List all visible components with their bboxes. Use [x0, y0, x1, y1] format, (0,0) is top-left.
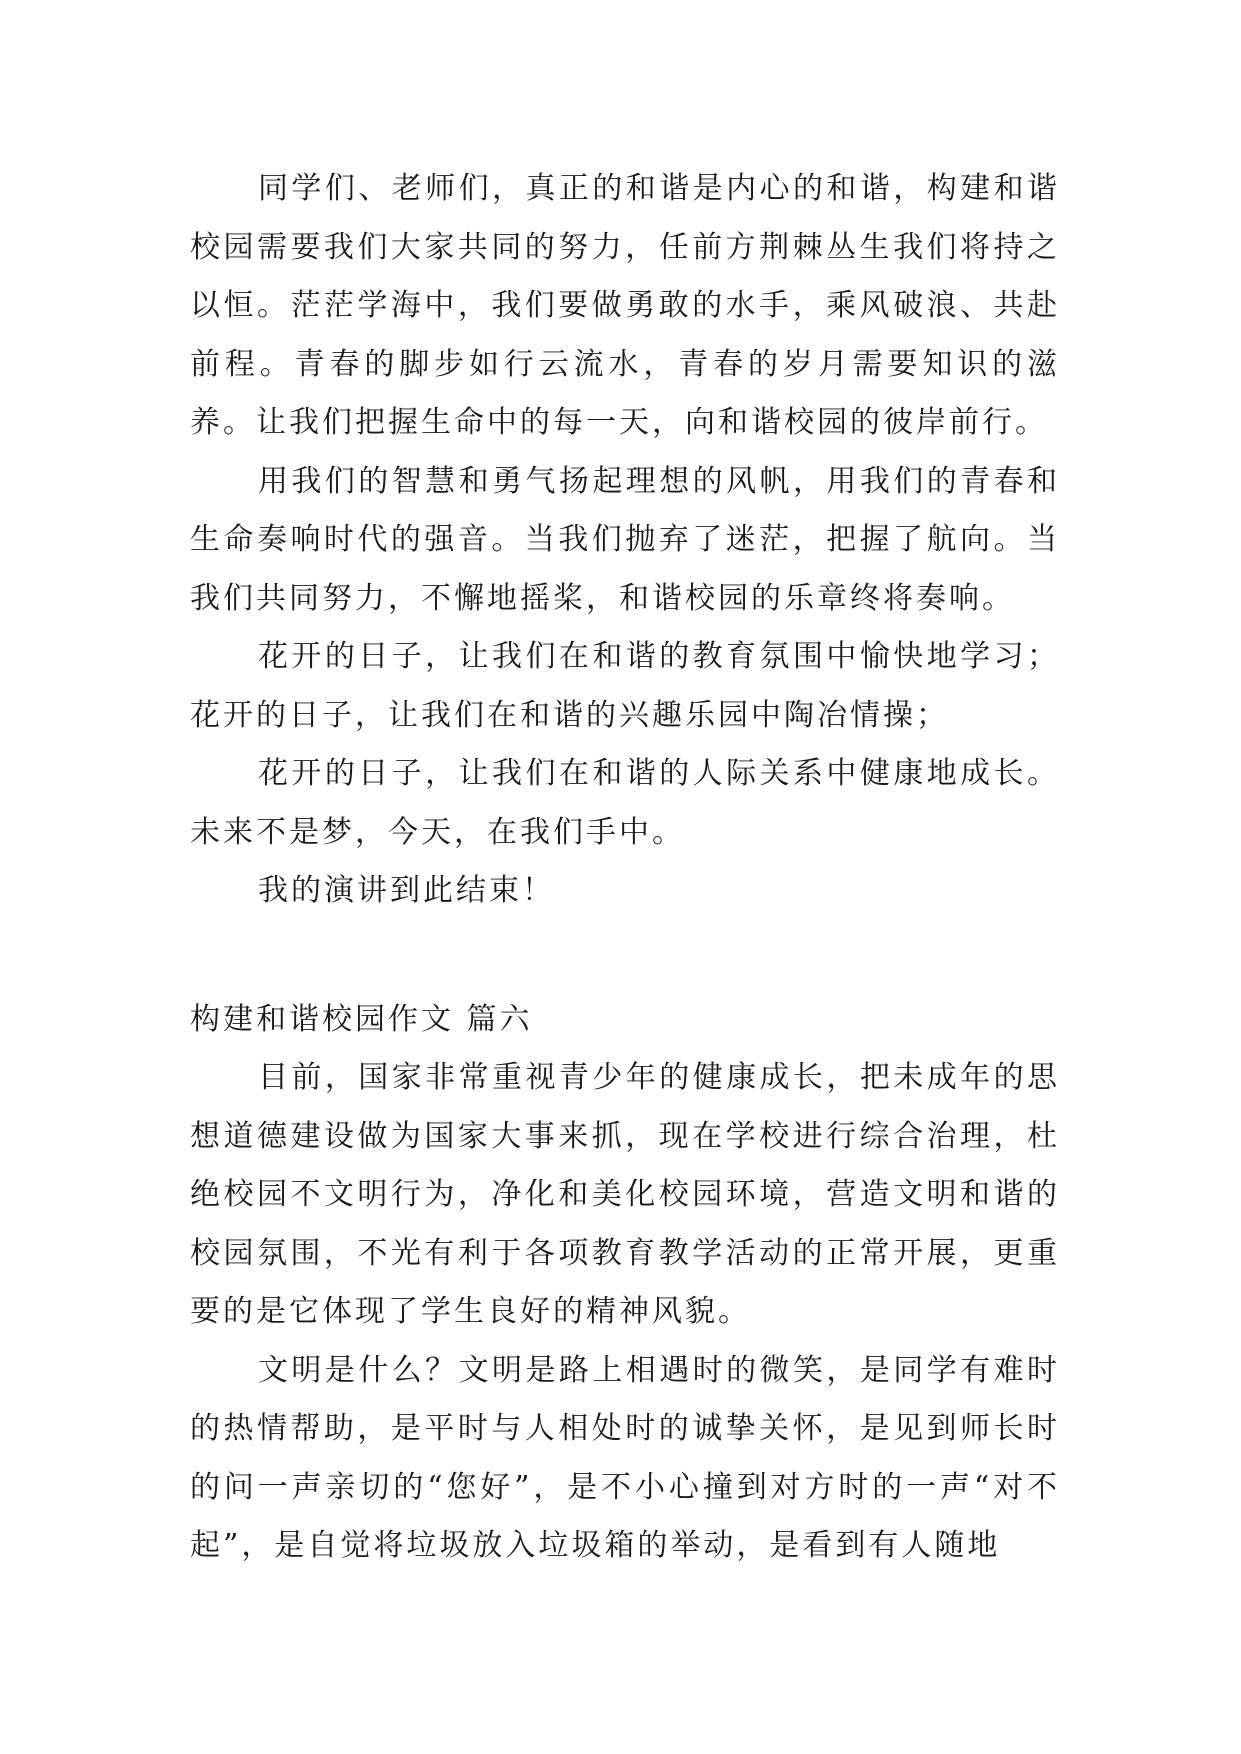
- document-page: [190, 160, 1060, 1576]
- paragraph: 用我们的智慧和勇气扬起理想的风帆，用我们的青春和生命奏响时代的强音。当我们抛弃了迷茫，把握了航向。当我们共同努力，不懈地摇桨，和谐校园的乐章终将奏响。: [190, 463, 1060, 616]
- paragraph: 花开的日子，让我们在和谐的人际关系中健康地成长。未来不是梦，今天，在我们手中。: [190, 756, 1060, 850]
- section-heading: 构建和谐校园作文 篇六: [190, 1001, 533, 1037]
- paragraph: 文明是什么？文明是路上相遇时的微笑，是同学有难时的热情帮助，是平时与人相处时的诚挚关怀，是见到师长时的问一声亲切的“您好”，是不小心撞到对方时的一声“对不起”，是自觉将垃圾放入垃圾箱的举动，是看到有人随地: [190, 1352, 1060, 1563]
- paragraph: 目前，国家非常重视青少年的健康成长，把未成年的思想道德建设做为国家大事来抓，现在学校进行综合治理，杜绝校园不文明行为，净化和美化校园环境，营造文明和谐的校园氛围，不光有利于各项教育教学活动的正常开展，更重要的是它体现了学生良好的精神风貌。: [190, 1060, 1060, 1329]
- paragraph: 我的演讲到此结束！: [258, 873, 555, 908]
- paragraph: 同学们、老师们，真正的和谐是内心的和谐，构建和谐校园需要我们大家共同的努力，任前方荆棘丛生我们将持之以恒。茫茫学海中，我们要做勇敢的水手，乘风破浪、共赴前程。青春的脚步如行云流水，青春的岁月需要知识的滋养。让我们把握生命中的每一天，向和谐校园的彼岸前行。: [190, 171, 1060, 440]
- paragraph: 花开的日子，让我们在和谐的教育氛围中愉快地学习；花开的日子，让我们在和谐的兴趣乐园中陶冶情操；: [190, 639, 1060, 733]
